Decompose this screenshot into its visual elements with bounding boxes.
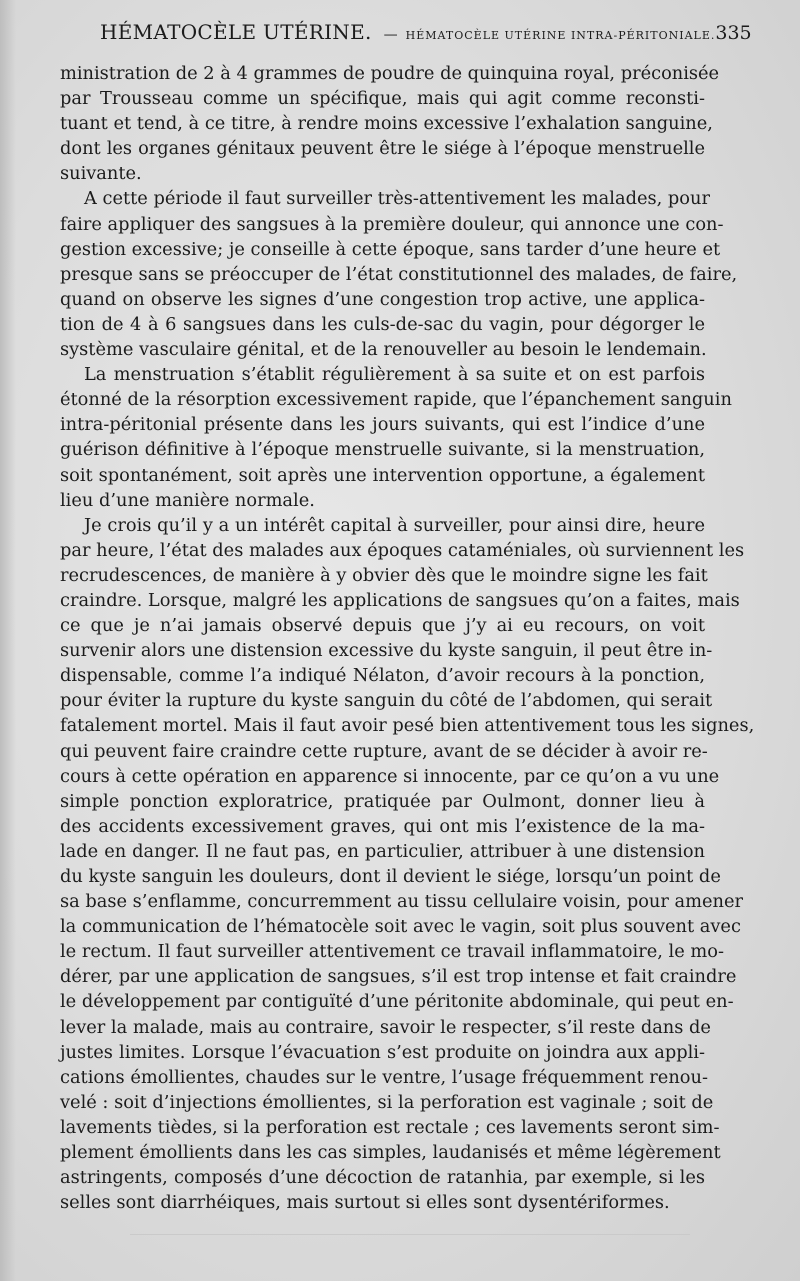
text-line: étonné de la résorption excessivement rapide, que l’épanchement sanguin <box>60 389 732 411</box>
text-line: A cette période il faut surveiller très-attentivement les malades, pour <box>84 188 710 210</box>
text-line: Je crois qu’il y a un intérêt capital à surveiller, pour ainsi dire, heure <box>84 514 705 536</box>
text-line: ce que je n’ai jamais observé depuis que j’y ai eu recours, on voit <box>60 615 705 637</box>
text-line: lade en danger. Il ne faut pas, en particulier, attribuer à une distension <box>60 840 705 862</box>
page-number: 335 <box>715 22 752 44</box>
header-subtitle: HÉMATOCÈLE UTÉRINE INTRA-PÉRITONIALE. <box>405 29 716 42</box>
text-line: tuant et tend, à ce titre, à rendre moins excessive l’exhalation sanguine, <box>60 113 713 135</box>
text-line: cours à cette opération en apparence si innocente, par ce qu’on a vu une <box>60 765 720 787</box>
text-line: presque sans se préoccuper de l’état constitutionnel des malades, de faire, <box>60 263 738 285</box>
text-line: du kyste sanguin les douleurs, dont il devient le siége, lorsqu’un point de <box>60 866 721 887</box>
text-line: par heure, l’état des malades aux époques cataméniales, où surviennent les <box>60 539 745 561</box>
text-line: gestion excessive; je conseille à cette époque, sans tarder d’une heure et <box>60 238 721 260</box>
text-line: par Trousseau comme un spécifique, mais qui agit comme reconsti- <box>60 88 705 110</box>
text-line: lavements tièdes, si la perforation est rectale ; ces lavements seront sim- <box>60 1116 720 1138</box>
text-line: justes limites. Lorsque l’évacuation s’est produite on joindra aux appli- <box>60 1041 705 1063</box>
text-line: dérer, par une application de sangsues, s’il est trop intense et fait craindre <box>60 966 737 988</box>
text-line: lever la malade, mais au contraire, savoir le respecter, s’il reste dans de <box>60 1016 711 1038</box>
text-line: dispensable, comme l’a indiqué Nélaton, d’avoir recours à la ponction, <box>60 665 705 687</box>
text-line: système vasculaire génital, et de la renouveller au besoin le lendemain. <box>60 339 707 361</box>
text-line: qui peuvent faire craindre cette rupture, avant de se décider à avoir re- <box>60 740 708 762</box>
text-line: tion de 4 à 6 sangsues dans les culs-de-sac du vagin, pour dégorger le <box>60 313 705 335</box>
text-line: faire appliquer des sangsues à la première douleur, qui annonce une con- <box>60 213 724 235</box>
header-title: HÉMATOCÈLE UTÉRINE. <box>100 20 372 44</box>
text-line: lieu d’une manière normale. <box>60 489 315 511</box>
running-header <box>100 20 752 50</box>
text-line: dont les organes génitaux peuvent être le siége à l’époque menstruelle <box>60 138 705 160</box>
text-line: plement émollients dans les cas simples, laudanisés et même légèrement <box>60 1142 721 1164</box>
text-line: suivante. <box>60 163 142 185</box>
text-line: intra-péritonial présente dans les jours suivants, qui est l’indice d’une <box>60 414 705 436</box>
text-line: le développement par contiguïté d’une péritonite abdominale, qui peut en- <box>60 991 734 1013</box>
header-dash: — <box>383 27 398 43</box>
text-line: simple ponction exploratrice, pratiquée par Oulmont, donner lieu à <box>60 790 705 812</box>
body-text <box>60 61 755 1215</box>
text-line: survenir alors une distension excessive du kyste sanguin, il peut être in- <box>60 640 713 662</box>
page-gutter-shadow <box>0 0 16 1281</box>
text-line: fatalement mortel. Mais il faut avoir pesé bien attentivement tous les signes, <box>60 715 755 737</box>
text-line: velé : soit d’injections émollientes, si la perforation est vaginale ; soit de <box>60 1091 714 1113</box>
text-line: quand on observe les signes d’une congestion trop active, une applica- <box>60 288 705 310</box>
text-line: des accidents excessivement graves, qui ont mis l’existence de la ma- <box>60 815 705 837</box>
text-line: la communication de l’hématocèle soit avec le vagin, soit plus souvent avec <box>60 916 741 938</box>
text-line: le rectum. Il faut surveiller attentivement ce travail inflammatoire, le mo- <box>60 941 724 963</box>
text-line: guérison définitive à l’époque menstruelle suivante, si la menstruation, <box>60 439 705 461</box>
text-line: cations émollientes, chaudes sur le ventre, l’usage fréquemment renou- <box>60 1066 708 1088</box>
text-line: astringents, composés d’une décoction de ratanhia, par exemple, si les <box>60 1167 705 1189</box>
show-through-rule <box>130 1234 690 1235</box>
text-line: ministration de 2 à 4 grammes de poudre de quinquina royal, préconisée <box>60 63 720 84</box>
text-line: La menstruation s’établit régulièrement à sa suite et on est parfois <box>84 364 705 386</box>
text-line: craindre. Lorsque, malgré les applications de sangsues qu’on a faites, mais <box>60 589 740 611</box>
text-line: selles sont diarrhéiques, mais surtout si elles sont dysentériformes. <box>60 1192 670 1214</box>
text-line: soit spontanément, soit après une intervention opportune, a également <box>60 464 705 486</box>
text-line: recrudescences, de manière à y obvier dès que le moindre signe les fait <box>60 564 708 586</box>
text-line: pour éviter la rupture du kyste sanguin du côté de l’abdomen, qui serait <box>60 690 713 712</box>
text-line: sa base s’enflamme, concurremment au tissu cellulaire voisin, pour amener <box>60 891 743 913</box>
